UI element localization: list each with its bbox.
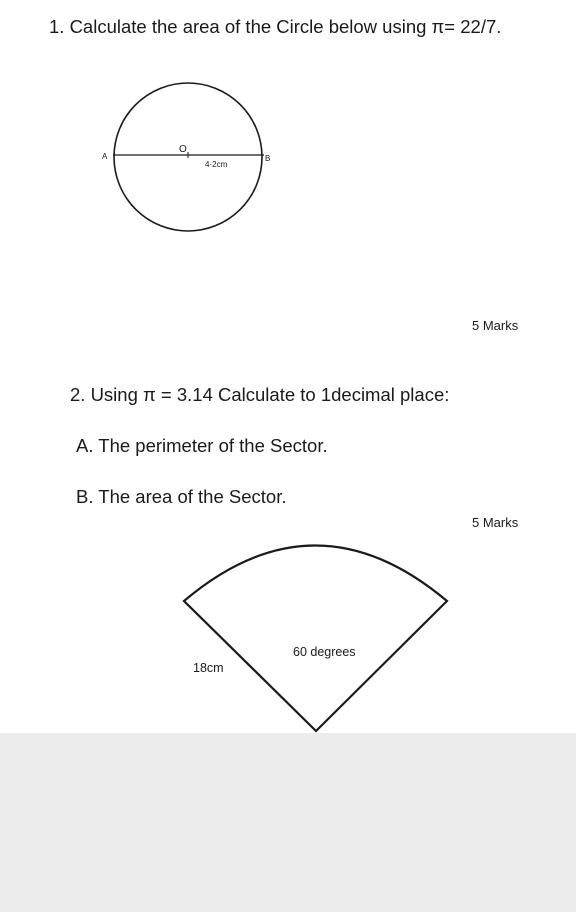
question-2-marks: 5 Marks bbox=[472, 515, 519, 530]
center-label: O bbox=[179, 144, 187, 155]
empty-background bbox=[0, 733, 576, 912]
sector-outline bbox=[184, 546, 447, 732]
sector-angle-label: 60 degrees bbox=[293, 645, 356, 659]
question-2-part-a: A. The perimeter of the Sector. bbox=[76, 435, 328, 456]
point-b-label: B bbox=[265, 154, 271, 163]
question-2-prompt: 2. Using π = 3.14 Calculate to 1decimal place: bbox=[70, 384, 450, 405]
question-1-marks: 5 Marks bbox=[472, 318, 519, 333]
sector-radius-label: 18cm bbox=[193, 661, 224, 675]
radius-label: 4·2cm bbox=[205, 160, 228, 169]
point-a-label: A bbox=[102, 152, 108, 161]
question-1-prompt: 1. Calculate the area of the Circle below using π= 22/7. bbox=[49, 16, 502, 37]
question-2-part-b: B. The area of the Sector. bbox=[76, 486, 287, 507]
